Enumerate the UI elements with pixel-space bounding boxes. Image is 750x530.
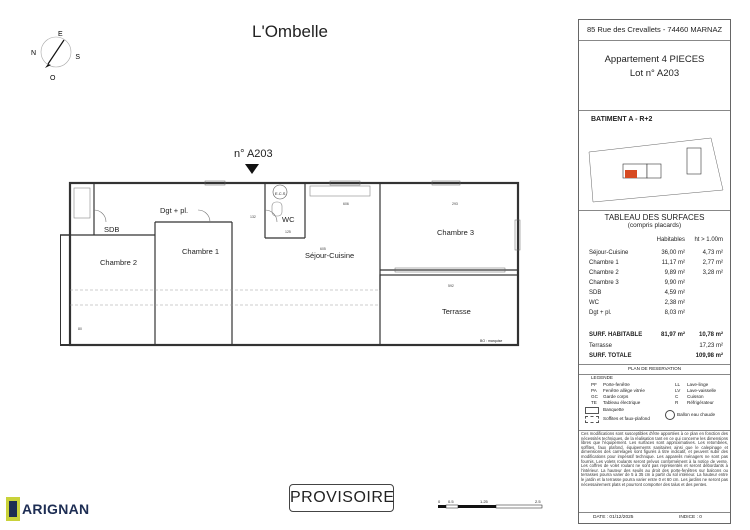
table-row: Séjour-Cuisine 36,00 m² 4,73 m² [589,250,723,256]
legend-label: Cuisson [687,394,704,399]
room-label-wc: WC [282,215,295,224]
dimension-label: 592 [448,284,454,288]
kitchen-unit [310,186,370,196]
legend-label: Réfrigérateur [687,400,714,405]
ceiling-note: BO : marquise [480,339,503,343]
dimension-label: 80 [78,327,82,331]
project-title: L'Ombelle [252,22,329,41]
legend-title: LEGENDE [591,375,613,380]
bathtub [74,188,90,218]
table-row: Dgt + pl. 8,03 m² [589,310,685,316]
room-label-terrasse: Terrasse [442,307,471,316]
table-header [589,237,725,247]
legend-banquette: Banquette [603,407,624,412]
total-row: SURF. TOTALE 109,98 m² [589,353,723,359]
col-habitables: Habitables [656,237,685,243]
table-row: Chambre 3 9,90 m² [589,280,685,286]
dimension-label: 132 [250,215,256,219]
dimension-label: 125 [285,230,291,234]
legend-code: PA [591,388,597,393]
scale-label: 1.25 [480,499,488,504]
table-row: Chambre 2 9,89 m² 3,28 m² [589,270,723,276]
scale-label: 0 [438,499,441,504]
disclaimer-notes: Ces modifications sont susceptibles d'être apportées à ce plan en fonction des nécessités techniques, de la réalisation tant en ce qui concerne les dimensions libres que l'équipement. Les surfaces sont approximatives. Les retombées, soffites, faux plafond, équipements sanitaires ainsi que le calepinage et dimensions des carrelages sont figurés à titre indicatif, et peuvent subir des modifications pour impératif technique. Les appareils ménagers ne sont pas fournis. Les volets roulants seront prévus conformément à la notice de vente. Les coffres de volet roulant ne sont pas représentés et seront débordants à l'intérieur. La hauteur des seuils au droit des porte-fenêtres sur balcons ou terrasses pourra varier de 5 à 35 cm à partir du sol intérieur. La hauteur entre le jardin et la terrasse pourra varier entre 0 et 60 cm. Les jardins ne seront pas nécessairement plats et pourront comporter des talus et des pentes. [581,431,728,487]
date: DATE : 01/12/2025 [593,515,634,520]
total-habitable-row: SURF. HABITABLE 81,97 m² 10,78 m² [589,332,723,338]
table-row: Chambre 1 11,17 m² 2,77 m² [589,260,723,266]
index: INDICE : 0 [679,515,702,520]
brand-logo [6,494,89,524]
room-label-chambre1: Chambre 1 [182,247,220,256]
room-label-chambre2: Chambre 2 [100,258,138,267]
surface-table [579,210,730,365]
site-plan-thumbnail [583,134,725,206]
legend-block [579,374,730,431]
legend-code: TE [591,400,597,405]
table-row: SDB 4,59 m² [589,290,685,296]
terrace-row: Terrasse 17,23 m² [589,343,723,349]
table-title: TABLEAU DES SURFACES [604,213,705,222]
legend-code: C [675,394,679,399]
legend-soffites: Soffites et faux-plafond [603,416,650,421]
scale-label: 2.5 [535,499,541,504]
legend-label: Fenêtre allège vitrée [603,388,645,393]
info-panel [578,19,731,524]
col-ht: ht > 1.00m [694,237,723,243]
building-block [579,110,730,211]
compass-n: N [31,50,37,57]
apartment-type: Appartement 4 PIECES [604,54,705,65]
legend-label: Tableau électrique [603,400,641,405]
logo-text: ARIGNAN [22,501,90,517]
building-label: BATIMENT A - R+2 [591,116,653,123]
footer-block [579,512,730,523]
table-subtitle: (compris placards) [627,222,682,229]
compass-o: O [50,75,56,82]
floor-plan [60,180,530,355]
legend-code: LL [675,382,681,387]
logo-mark-icon [6,497,20,521]
plan-title: PLAN DE RESERVATION [579,364,730,375]
ecs-tank-icon [665,410,675,420]
scale-bar [438,497,544,511]
room-label-chambre3: Chambre 3 [437,228,475,237]
room-label-sejour: Séjour-Cuisine [305,251,355,260]
apartment-block [579,40,730,111]
status-stamp: PROVISOIRE [289,484,394,512]
outer-wall [70,183,518,345]
soffite-swatch-icon [585,416,599,423]
lot-number: Lot n° A203 [629,68,680,79]
legend-ecs: Ballon eau chaude [677,412,716,417]
dimension-label: 605 [320,247,326,251]
legend-code: GC [591,394,598,399]
compass-icon [22,28,82,83]
scale-label: 0.5 [448,499,454,504]
legend-code: R [675,400,679,405]
banquette-swatch-icon [585,407,599,414]
address: 85 Rue des Crevallets - 74460 MARNAZ [579,20,730,41]
dimension-label: 293 [452,202,458,206]
entrance-arrow-icon [245,164,259,174]
lot-marker: n° A203 [234,148,273,160]
legend-code: PF [591,382,597,387]
legend-label: Lave-linge [687,382,709,387]
legend-label: Lave-vaisselle [687,388,717,393]
legend-label: Porte-fenêtre [603,382,630,387]
compass-e: E [58,31,63,38]
room-label-sdb: SDB [104,225,120,234]
table-row: WC 2,38 m² [589,300,685,306]
legend-code: LV [675,388,681,393]
legend-label: Garde corps [603,394,629,399]
compass-s: S [75,54,80,61]
ecs-label: E.C.S [275,191,286,196]
dimension-label: 606 [343,202,349,206]
room-label-dgt: Dgt + pl. [160,206,189,215]
